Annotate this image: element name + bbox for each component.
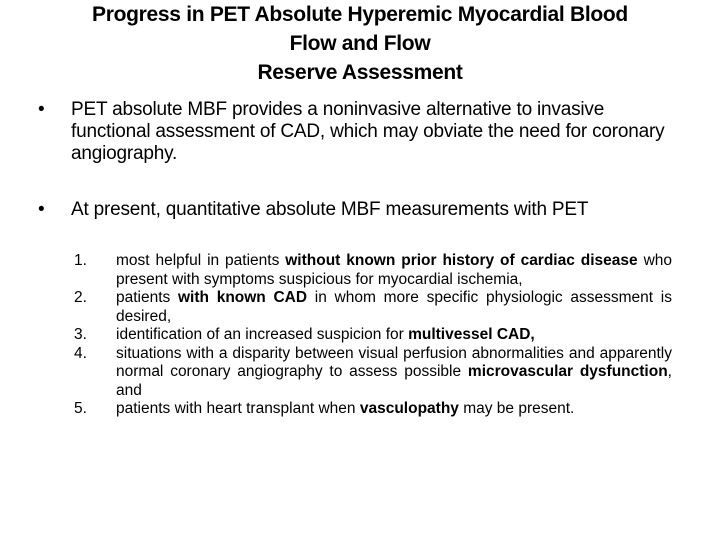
numbered-list: [74, 252, 672, 419]
list-number: 3.: [74, 326, 87, 343]
text-run: , and: [116, 363, 672, 399]
bullet-item-2: [38, 199, 678, 221]
text-run: in whom more specific physiologic assessment is desired,: [116, 289, 672, 325]
bullet-text: PET absolute MBF provides a noninvasive alternative to invasive functional assessment of CAD, which may obviate the need for coronary angiography.: [71, 99, 665, 164]
title-line-3: Reserve Assessment: [257, 61, 463, 84]
list-number: 4.: [74, 344, 87, 362]
emphasis-text: vasculopathy: [359, 400, 459, 417]
emphasis-text: with known CAD: [178, 289, 308, 306]
title-line-1: Progress in PET Absolute Hyperemic Myocardial Blood: [92, 3, 628, 26]
list-item-5: [74, 400, 672, 419]
list-item-2: [74, 289, 672, 326]
list-item-text: [116, 252, 672, 289]
slide-title: [40, 0, 680, 87]
list-item-text: [116, 289, 672, 326]
list-number: 5.: [74, 400, 87, 417]
list-item-text: [116, 345, 672, 401]
list-number: 1.: [74, 252, 87, 269]
list-item-text: [116, 326, 672, 345]
bullet-marker-icon: •: [38, 199, 45, 220]
list-item-1: [74, 252, 672, 289]
emphasis-text: microvascular dysfunction: [467, 363, 668, 380]
text-run: who present with symptoms suspicious for myocardial ischemia,: [116, 252, 672, 288]
list-item-text: [116, 400, 672, 419]
title-line-2: Flow and Flow: [289, 32, 431, 55]
text-run: patients: [116, 289, 178, 306]
list-item-3: [74, 326, 672, 345]
emphasis-text: multivessel CAD,: [408, 326, 535, 343]
bullet-text: At present, quantitative absolute MBF measurements with PET: [71, 199, 589, 220]
bullet-item-1: [38, 99, 678, 165]
emphasis-text: without known prior history of cardiac disease: [285, 252, 638, 269]
text-run: patients with heart transplant when: [116, 400, 360, 417]
text-run: identification of an increased suspicion for: [116, 326, 409, 343]
text-run: situations with a disparity between visual perfusion abnormalities and apparently normal coronary angiography to assess possible: [116, 344, 672, 380]
text-run: may be present.: [458, 400, 575, 417]
list-item-4: [74, 345, 672, 401]
text-run: most helpful in patients: [116, 252, 286, 269]
list-number: 2.: [74, 289, 87, 306]
bullet-marker-icon: •: [38, 99, 45, 120]
